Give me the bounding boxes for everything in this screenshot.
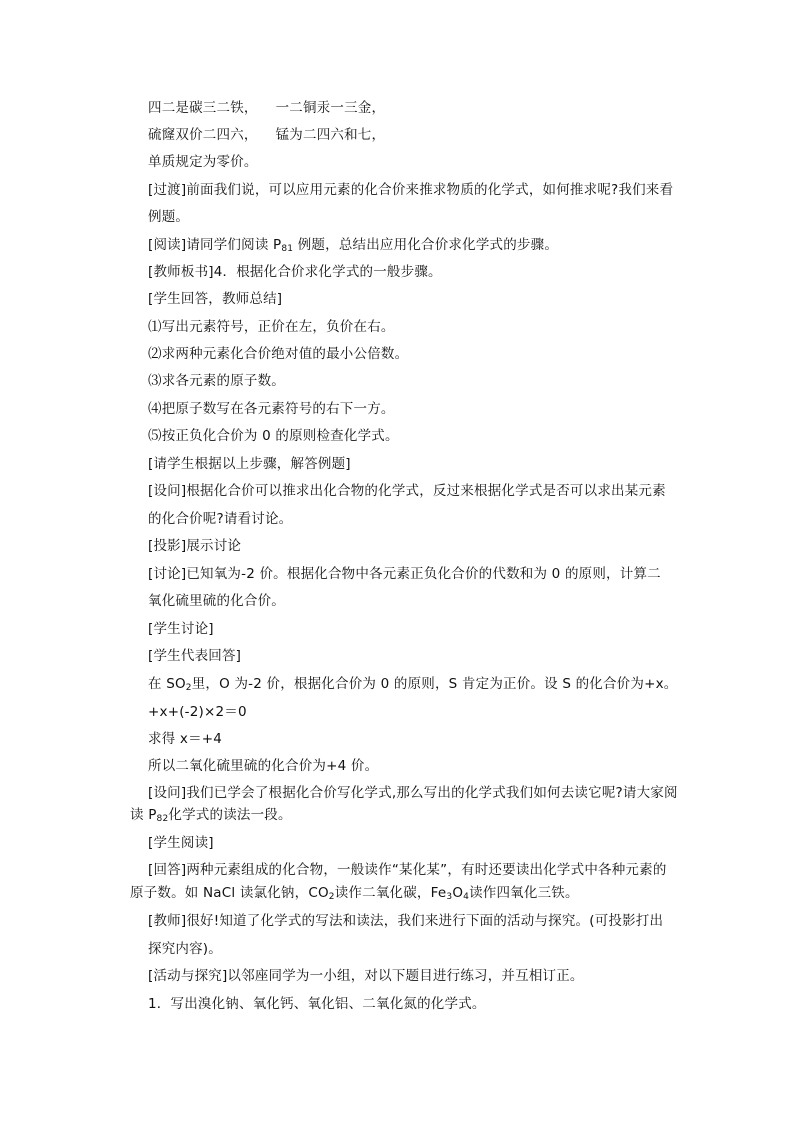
mnemonic-text: 一二铜汞一三金， [275,100,386,116]
text-fragment: [阅读]请同学们阅读 P [148,237,282,253]
paragraph-answer: [回答]两种元素组成的化合物，一般读作“某化某”，有时还要读出化学式中各种元素的 [148,862,667,878]
equation: +x+(-2)×2＝0 [148,704,247,720]
subscript: 4 [463,892,470,902]
paragraph-question-2-cont [130,806,292,824]
text-fragment: 读作二氧化碳，Fe [334,885,447,901]
text-fragment: 读作四氧化三铁。 [469,885,579,901]
exercise-1: 1．写出溴化钠、氧化钙、氧化铝、二氧化氮的化学式。 [148,996,486,1012]
step-3: ⑶求各元素的原子数。 [148,373,285,389]
mnemonic-line-3: 单质规定为零价。 [148,154,258,170]
paragraph-activity: [活动与探究]以邻座同学为一小组，对以下题目进行练习，并互相订正。 [148,968,584,984]
subscript: 2 [328,892,335,902]
text-fragment: 原子数。如 NaCl 读氯化钠，CO [130,885,329,901]
paragraph-transition-cont: 例题。 [148,209,190,225]
paragraph-reading [148,236,558,254]
paragraph-answer-cont [130,884,579,902]
text-fragment: 里，O 为-2 价，根据化合价为 0 的原则，S 肯定为正价。设 S 的化合价为+x。 [191,676,678,692]
text-fragment: 化学式的读法一段。 [168,807,292,823]
paragraph-projection: [投影]展示讨论 [148,538,242,554]
subscript: 81 [281,244,294,254]
paragraph-instruction: [请学生根据以上步骤，解答例题] [148,456,351,472]
paragraph-so2-analysis [148,675,678,693]
paragraph-student-reading: [学生阅读] [148,835,214,851]
text-fragment: 读 P [130,807,157,823]
subscript: 82 [156,814,169,824]
paragraph-transition: [过渡]前面我们说，可以应用元素的化合价来推求物质的化学式，如何推求呢?我们来看 [148,182,674,198]
paragraph-question: [设问]根据化合价可以推求出化合物的化学式，反过来根据化学式是否可以求出某元素 [148,483,666,499]
paragraph-question-2: [设问]我们已学会了根据化合价写化学式,那么写出的化学式我们如何去读它呢?请大家阅 [148,785,678,801]
mnemonic-text: 硫窿双价二四六， [148,127,258,143]
mnemonic-line-1 [148,99,385,117]
subscript: 2 [185,683,192,693]
paragraph-discussion: [讨论]已知氧为-2 价。根据化合物中各元素正负化合价的代数和为 0 的原则，计算二 [148,566,661,582]
paragraph-student-discussion: [学生讨论] [148,621,214,637]
paragraph-conclusion: 所以二氧化硫里硫的化合价为+4 价。 [148,758,379,774]
text-fragment: 在 SO [148,676,186,692]
mnemonic-line-2 [148,126,385,144]
step-2: ⑵求两种元素化合价绝对值的最小公倍数。 [148,346,409,362]
paragraph-student-representative: [学生代表回答] [148,648,242,664]
step-4: ⑷把原子数写在各元素符号的右下一方。 [148,401,395,417]
step-1: ⑴写出元素符号，正价在左，负价在右。 [148,319,395,335]
step-5: ⑸按正负化合价为 0 的原则检查化学式。 [148,428,399,444]
paragraph-teacher: [教师]很好!知道了化学式的写法和读法，我们来进行下面的活动与探究。(可投影打出 [148,913,664,929]
mnemonic-text: 四二是碳三二铁， [148,100,258,116]
paragraph-teacher-board: [教师板书]4．根据化合价求化学式的一般步骤。 [148,264,442,280]
text-fragment: 例题，总结出应用化合价求化学式的步骤。 [293,237,559,253]
equation-result: 求得 x＝+4 [148,731,223,747]
text-fragment: O [452,885,464,901]
mnemonic-text: 锰为二四六和七， [275,127,386,143]
paragraph-student-answer: [学生回答，教师总结] [148,291,283,307]
paragraph-discussion-cont: 氧化硫里硫的化合价。 [148,593,285,609]
subscript: 3 [446,892,453,902]
paragraph-question-cont: 的化合价呢?请看讨论。 [148,511,293,527]
paragraph-teacher-cont: 探究内容)。 [148,941,222,957]
